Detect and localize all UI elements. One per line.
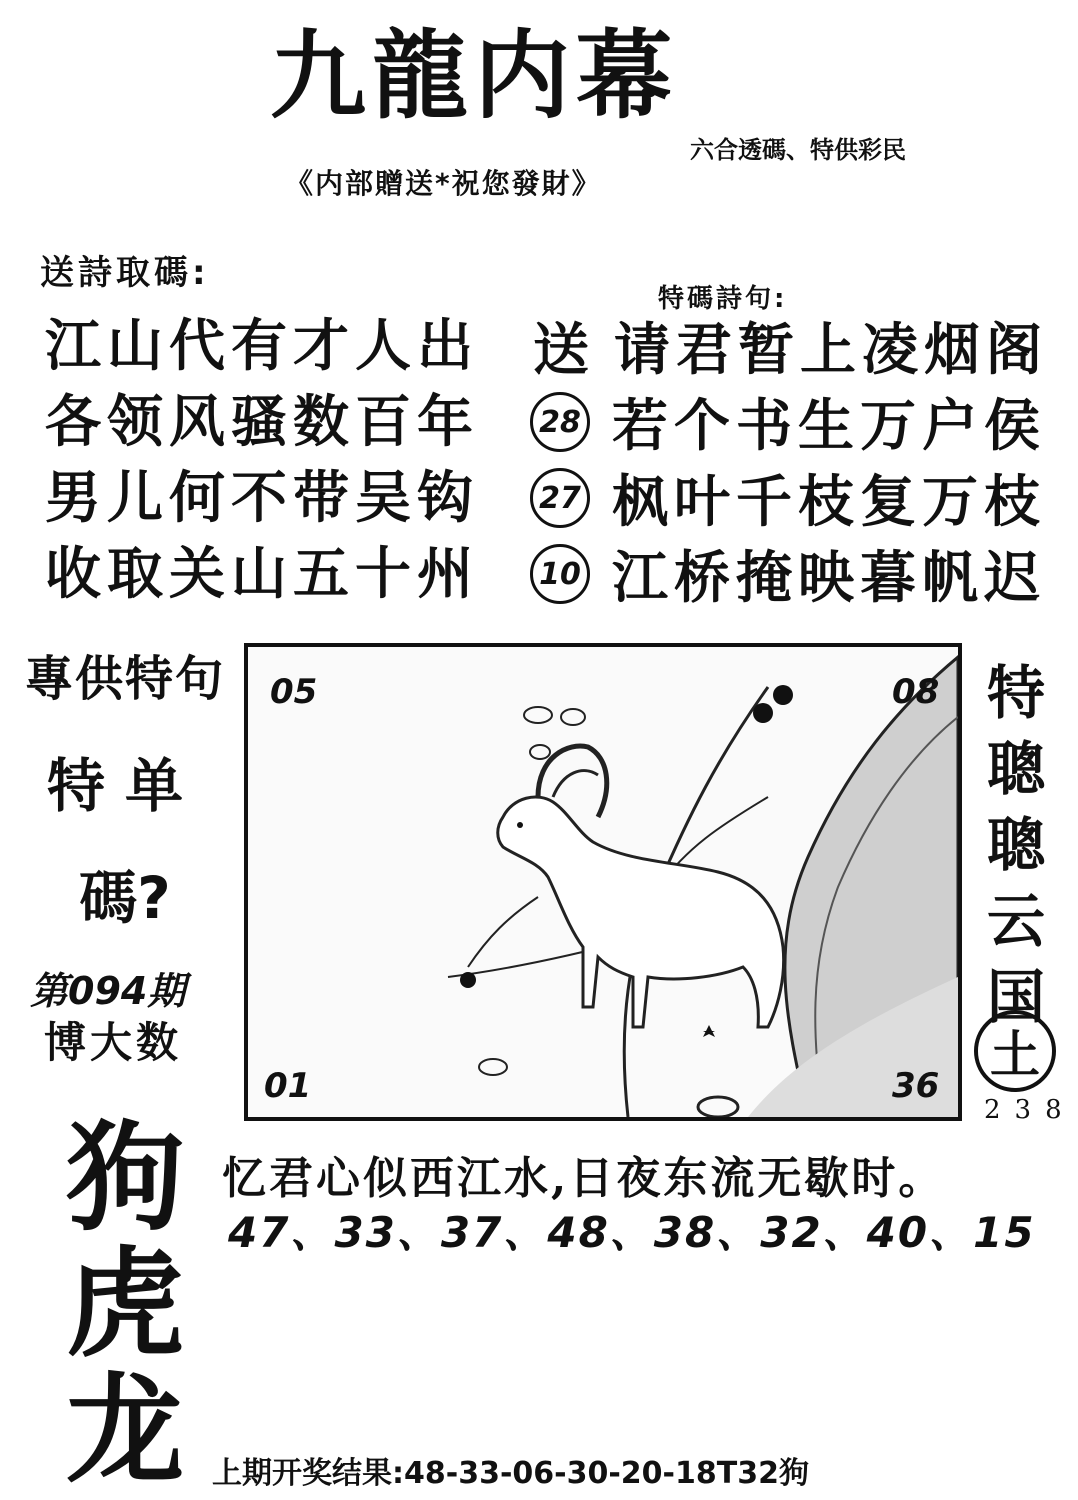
- poem-line: 江桥掩映暮帆迟: [612, 545, 1046, 611]
- frame-number-bottom-left: 01: [264, 1066, 312, 1106]
- poem-section-label: 送詩取碼:: [40, 253, 210, 293]
- poem-left: [45, 308, 479, 612]
- poem-line: 江山代有才人出: [45, 313, 479, 379]
- circled-number: 28: [530, 392, 590, 452]
- right-vertical-text: [976, 655, 1056, 1035]
- vertical-char: 聰: [986, 735, 1045, 803]
- poem-right: [530, 308, 1048, 612]
- previous-result: 上期开奖结果:48-33-06-30-20-18T32狗: [212, 1456, 809, 1491]
- special-label-column: [20, 640, 230, 935]
- special-label: 專供特句: [24, 651, 225, 707]
- poem-row: [530, 308, 1048, 384]
- special-single: 特单: [46, 752, 203, 820]
- vertical-char: 特: [986, 659, 1045, 727]
- frame-number-top-left: 05: [270, 672, 318, 712]
- circled-number: 27: [530, 468, 590, 528]
- poem-line: 请君暂上凌烟阁: [614, 317, 1048, 383]
- issue-subtitle: 博大数: [44, 1018, 183, 1067]
- circled-number: 10: [530, 544, 590, 604]
- poem-row: [530, 384, 1048, 460]
- zodiac-list: [40, 1108, 210, 1499]
- poem-line: 男儿何不带吴钩: [45, 465, 479, 531]
- frame-number-bottom-right: 36: [892, 1066, 940, 1106]
- poem-line: 若个书生万户侯: [612, 393, 1046, 459]
- number-list: 47、33、37、48、38、32、40、15: [228, 1208, 1036, 1257]
- subtitle-center: 《内部贈送*祝您發財》: [285, 167, 602, 200]
- element-numbers: 238: [984, 1095, 1076, 1125]
- frame-number-top-right: 08: [892, 672, 940, 712]
- verse-line: 忆君心似西江水,日夜东流无歇时。: [222, 1153, 946, 1204]
- vertical-char: 国: [986, 963, 1045, 1031]
- element-badge: 土: [974, 1010, 1056, 1092]
- zodiac-item: 虎: [65, 1234, 184, 1373]
- illustration-frame: [244, 643, 962, 1121]
- vertical-char: 云: [986, 887, 1045, 955]
- poem-row: [530, 460, 1048, 536]
- poem-line: 枫叶千枝复万枝: [612, 469, 1046, 535]
- goat-tree-illustration: [248, 647, 958, 1117]
- zodiac-item: 龙: [65, 1360, 184, 1499]
- zodiac-item: 狗: [65, 1108, 184, 1247]
- vertical-char: 聰: [986, 811, 1045, 879]
- poem-line: 收取关山五十州: [45, 541, 479, 607]
- special-poem-label: 特碼詩句:: [658, 284, 788, 314]
- poem-row: [530, 536, 1048, 612]
- special-code-question: 碼?: [79, 864, 171, 932]
- poem-line: 各领风骚数百年: [45, 389, 479, 455]
- subtitle-right: 六合透碼、特供彩民: [690, 136, 906, 164]
- send-marker: 送: [533, 317, 589, 383]
- page-title: 九龍内幕: [270, 19, 678, 132]
- issue-number: 第094期: [30, 969, 186, 1013]
